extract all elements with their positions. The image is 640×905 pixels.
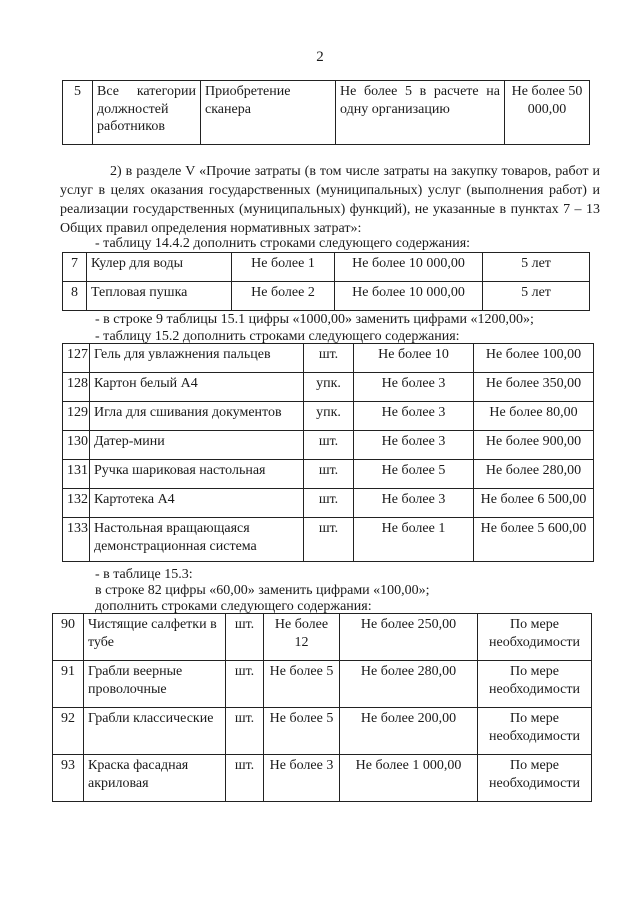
row-name: Краска фасадная акриловая — [84, 755, 226, 802]
row-quantity: Не более 3 — [354, 373, 474, 402]
table-row — [63, 253, 590, 282]
row-quantity: Не более 3 — [354, 431, 474, 460]
row-unit: шт. — [226, 755, 264, 802]
row-quantity: Не более 3 — [354, 489, 474, 518]
table-row — [63, 489, 594, 518]
row-unit: шт. — [304, 431, 354, 460]
row-name: Тепловая пушка — [87, 282, 232, 311]
row-name: Грабли веерные проволочные — [84, 661, 226, 708]
table-row — [63, 81, 590, 145]
table-top — [62, 80, 590, 145]
row-quantity: Не более 3 — [264, 755, 340, 802]
row-price: Не более 280,00 — [340, 661, 478, 708]
table-row — [63, 402, 594, 431]
row-quantity: Не более 5 — [264, 708, 340, 755]
row-price: Не более 80,00 — [474, 402, 594, 431]
row-number: 128 — [63, 373, 90, 402]
row-unit: упк. — [304, 373, 354, 402]
row-term: По мере необходимости — [478, 661, 592, 708]
row-price: Не более 5 600,00 — [474, 518, 594, 562]
row-name: Датер-мини — [90, 431, 304, 460]
row-price: Не более 250,00 — [340, 614, 478, 661]
page-number: 2 — [316, 49, 324, 65]
row-unit: шт. — [226, 708, 264, 755]
line-row-82: в строке 82 цифры «60,00» заменить цифрами «100,00»; — [95, 583, 430, 598]
row-number: 127 — [63, 344, 90, 373]
row-number: 130 — [63, 431, 90, 460]
row-quantity: Не более 10 — [354, 344, 474, 373]
row-name: Картон белый А4 — [90, 373, 304, 402]
line-table-14-4-2: - таблицу 14.4.2 дополнить строками следующего содержания: — [95, 236, 471, 251]
row-number: 131 — [63, 460, 90, 489]
row-number: 129 — [63, 402, 90, 431]
row-unit: шт. — [304, 460, 354, 489]
row-unit: шт. — [226, 614, 264, 661]
row-term: 5 лет — [483, 253, 590, 282]
row-number: 8 — [63, 282, 87, 311]
row-unit: упк. — [304, 402, 354, 431]
row-quantity: Не более 5 — [264, 661, 340, 708]
row-price: Не более 200,00 — [340, 708, 478, 755]
row-name: Ручка шариковая настольная — [90, 460, 304, 489]
row-number: 93 — [53, 755, 84, 802]
row-term: По мере необходимости — [478, 755, 592, 802]
table-row — [63, 373, 594, 402]
table-row — [53, 755, 592, 802]
table-row — [63, 518, 594, 562]
row-price: Не более 900,00 — [474, 431, 594, 460]
row-price: Не более 6 500,00 — [474, 489, 594, 518]
row-quantity: Не более 5 в расчете на одну организацию — [336, 81, 505, 145]
row-quantity: Не более 5 — [354, 460, 474, 489]
table-row — [53, 708, 592, 755]
row-name: Все категории должностей работников — [93, 81, 201, 145]
row-price: Не более 280,00 — [474, 460, 594, 489]
row-price: Не более 1 000,00 — [340, 755, 478, 802]
row-quantity: Не более 1 — [354, 518, 474, 562]
table-row — [53, 661, 592, 708]
row-quantity: Не более 12 — [264, 614, 340, 661]
row-name: Гель для увлажнения пальцев — [90, 344, 304, 373]
table-row — [53, 614, 592, 661]
row-price: Не более 10 000,00 — [335, 253, 483, 282]
table-row — [63, 431, 594, 460]
row-price: Не более 350,00 — [474, 373, 594, 402]
row-price: Не более 100,00 — [474, 344, 594, 373]
row-price: Не более 10 000,00 — [335, 282, 483, 311]
row-quantity: Не более 1 — [232, 253, 335, 282]
row-name: Кулер для воды — [87, 253, 232, 282]
row-quantity: Не более 2 — [232, 282, 335, 311]
row-number: 90 — [53, 614, 84, 661]
row-term: По мере необходимости — [478, 614, 592, 661]
table-row — [63, 344, 594, 373]
table-14-4-2 — [62, 252, 590, 311]
table-15-2 — [62, 343, 594, 562]
row-number: 132 — [63, 489, 90, 518]
row-unit: шт. — [304, 489, 354, 518]
row-term: 5 лет — [483, 282, 590, 311]
line-table-15-1: - в строке 9 таблицы 15.1 цифры «1000,00» заменить цифрами «1200,00»; — [95, 312, 534, 327]
row-action: Приобретение сканера — [201, 81, 336, 145]
table-15-3 — [52, 613, 592, 802]
row-unit: шт. — [226, 661, 264, 708]
table-row — [63, 460, 594, 489]
row-number: 92 — [53, 708, 84, 755]
row-name: Игла для сшивания документов — [90, 402, 304, 431]
line-table-15-3: - в таблице 15.3: — [95, 567, 193, 582]
row-unit: шт. — [304, 344, 354, 373]
paragraph-section-v: 2) в разделе V «Прочие затраты (в том числе затраты на закупку товаров, работ и услуг в целях оказания государственных (муниципальных) услуг (выполнения работ) и реализации государственных (муниципальных) функций), не указанные в пунктах 7 – 13 Общих правил определения нормативных затрат»: — [60, 164, 600, 236]
row-name: Чистящие салфетки в тубе — [84, 614, 226, 661]
row-number: 7 — [63, 253, 87, 282]
table-row — [63, 282, 590, 311]
row-name: Настольная вращающаяся демонстрационная система — [90, 518, 304, 562]
row-number: 5 — [63, 81, 93, 145]
row-term: По мере необходимости — [478, 708, 592, 755]
row-number: 91 — [53, 661, 84, 708]
row-price: Не более 50 000,00 — [505, 81, 590, 145]
row-unit: шт. — [304, 518, 354, 562]
row-number: 133 — [63, 518, 90, 562]
row-name: Картотека А4 — [90, 489, 304, 518]
row-name: Грабли классические — [84, 708, 226, 755]
line-table-15-2: - таблицу 15.2 дополнить строками следующего содержания: — [95, 329, 460, 344]
row-quantity: Не более 3 — [354, 402, 474, 431]
line-add-rows: дополнить строками следующего содержания: — [95, 599, 372, 614]
